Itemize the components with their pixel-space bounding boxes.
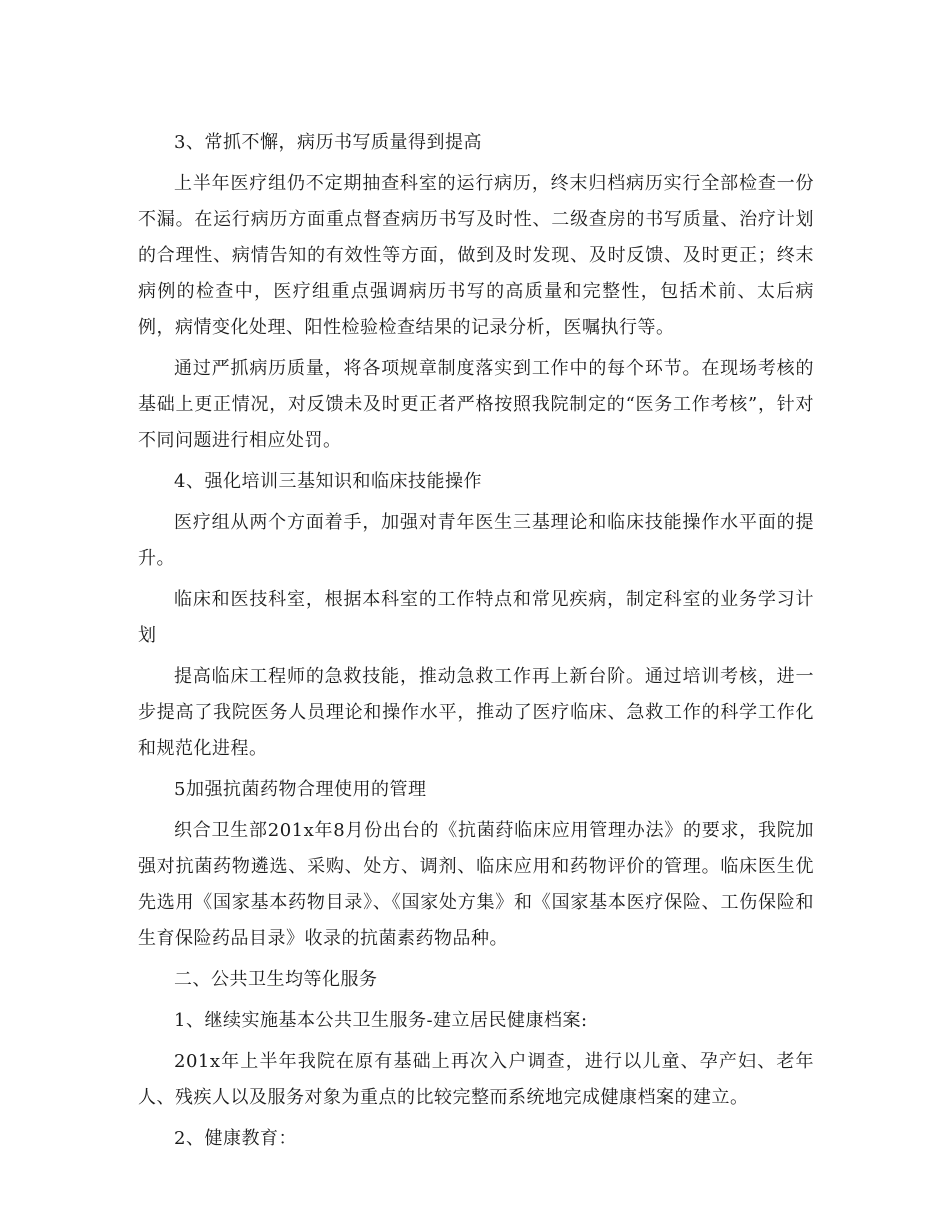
section-heading: 1、继续实施基本公共卫生服务-建立居民健康档案:: [174, 1010, 588, 1031]
document-body: [138, 125, 814, 1162]
paragraph: 201x年上半年我院在原有基础上再次入户调查，进行以儿童、孕产妇、老年人、残疾人以及服务对象为重点的比较完整而系统地完成健康档案的建立。: [138, 1051, 814, 1108]
paragraph: 上半年医疗组仍不定期抽查科室的运行病历，终末归档病历实行全部检查一份不漏。在运行病历方面重点督查病历书写及时性、二级查房的书写质量、治疗计划的合理性、病情告知的有效性等方面，做到及时发现、及时反馈、及时更正；终末病例的检查中，医疗组重点强调病历书写的高质量和完整性，包括术前、太后病例，病情变化处理、阳性检验检查结果的记录分析，医嘱执行等。: [138, 173, 814, 338]
section-heading: 2、健康教育：: [174, 1128, 297, 1149]
paragraph: 临床和医技科室，根据本科室的工作特点和常见疾病，制定科室的业务学习计划: [138, 589, 814, 646]
paragraph: 织合卫生部201x年8月份出台的《抗菌荮临床应用管理办法》的要求，我院加强对抗菌药物遴选、采购、处方、调剂、临床应用和药物评价的管理。临床医生优先选用《国家基本药物目录》、《国家处方集》和《国家基本医疗保险、工伤保险和生育保险药品目录》收录的抗菌素药物品种。: [138, 820, 814, 949]
section-heading: 二、公共卫生均等化服务: [174, 969, 378, 990]
paragraph: 医疗组从两个方面着手，加强对青年医生三基理论和临床技能操作水平面的提升。: [138, 512, 814, 569]
section-heading: 5加强抗菌药物合理使用的管理: [174, 779, 427, 800]
section-heading: 3、常抓不懈，病历书写质量得到提高: [174, 132, 482, 153]
paragraph: 提高临床工程师的急救技能，推动急救工作再上新台阶。通过培训考核，进一步提高了我院医务人员理论和操作水平，推动了医疗临床、急救工作的科学工作化和规范化进程。: [138, 666, 814, 759]
section-heading: 4、强化培训三基知识和临床技能操作: [174, 471, 482, 492]
paragraph: 通过严抓病历质量，将各项规章制度落实到工作中的每个环节。在现场考核的基础上更正情况，对反馈未及时更正者严格按照我院制定的“医务工作考核”，针对不同问题进行相应处罚。: [138, 358, 814, 451]
